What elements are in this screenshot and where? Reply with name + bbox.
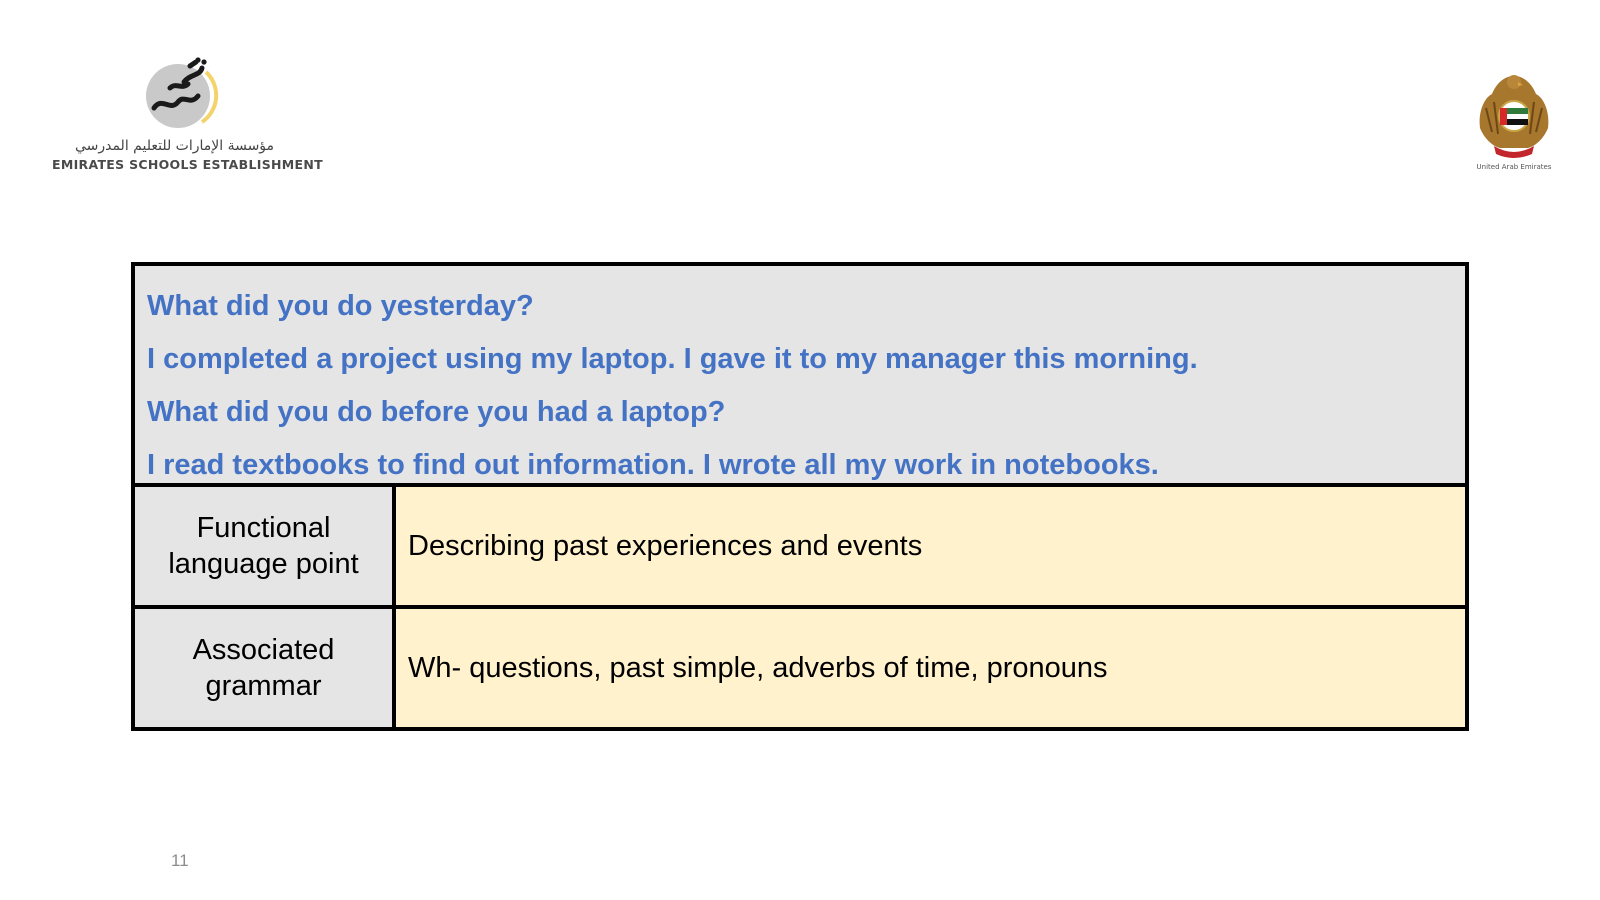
label-line: language point bbox=[168, 548, 359, 580]
ese-arabic-name: مؤسسة الإمارات للتعليم المدرسي bbox=[74, 138, 275, 154]
table-row bbox=[133, 607, 1467, 729]
info-table bbox=[131, 483, 1469, 731]
ese-english-name: EMIRATES SCHOOLS ESTABLISHMENT bbox=[52, 157, 323, 172]
functional-language-point-value: Describing past experiences and events bbox=[394, 485, 1467, 607]
dialogue-box bbox=[131, 262, 1469, 483]
functional-language-point-label bbox=[133, 485, 394, 607]
dialogue-line: I read textbooks to find out information. I wrote all my work in notebooks. bbox=[147, 449, 1159, 481]
table-row bbox=[133, 485, 1467, 607]
uae-falcon-emblem-icon bbox=[1474, 68, 1554, 160]
ese-logo bbox=[52, 50, 323, 175]
label-line: grammar bbox=[205, 670, 322, 702]
uae-emblem-caption: United Arab Emirates bbox=[1476, 163, 1552, 171]
associated-grammar-value: Wh- questions, past simple, adverbs of time, pronouns bbox=[394, 607, 1467, 729]
uae-emblem bbox=[1474, 68, 1554, 178]
associated-grammar-label bbox=[133, 607, 394, 729]
dialogue-line: I completed a project using my laptop. I gave it to my manager this morning. bbox=[147, 343, 1198, 375]
dialogue-line: What did you do before you had a laptop? bbox=[147, 396, 726, 428]
ese-emblem-icon bbox=[140, 52, 220, 132]
label-line: Functional bbox=[196, 512, 331, 544]
page-number: 11 bbox=[171, 851, 189, 870]
label-line: Associated bbox=[192, 634, 335, 666]
dialogue-line: What did you do yesterday? bbox=[147, 290, 534, 322]
